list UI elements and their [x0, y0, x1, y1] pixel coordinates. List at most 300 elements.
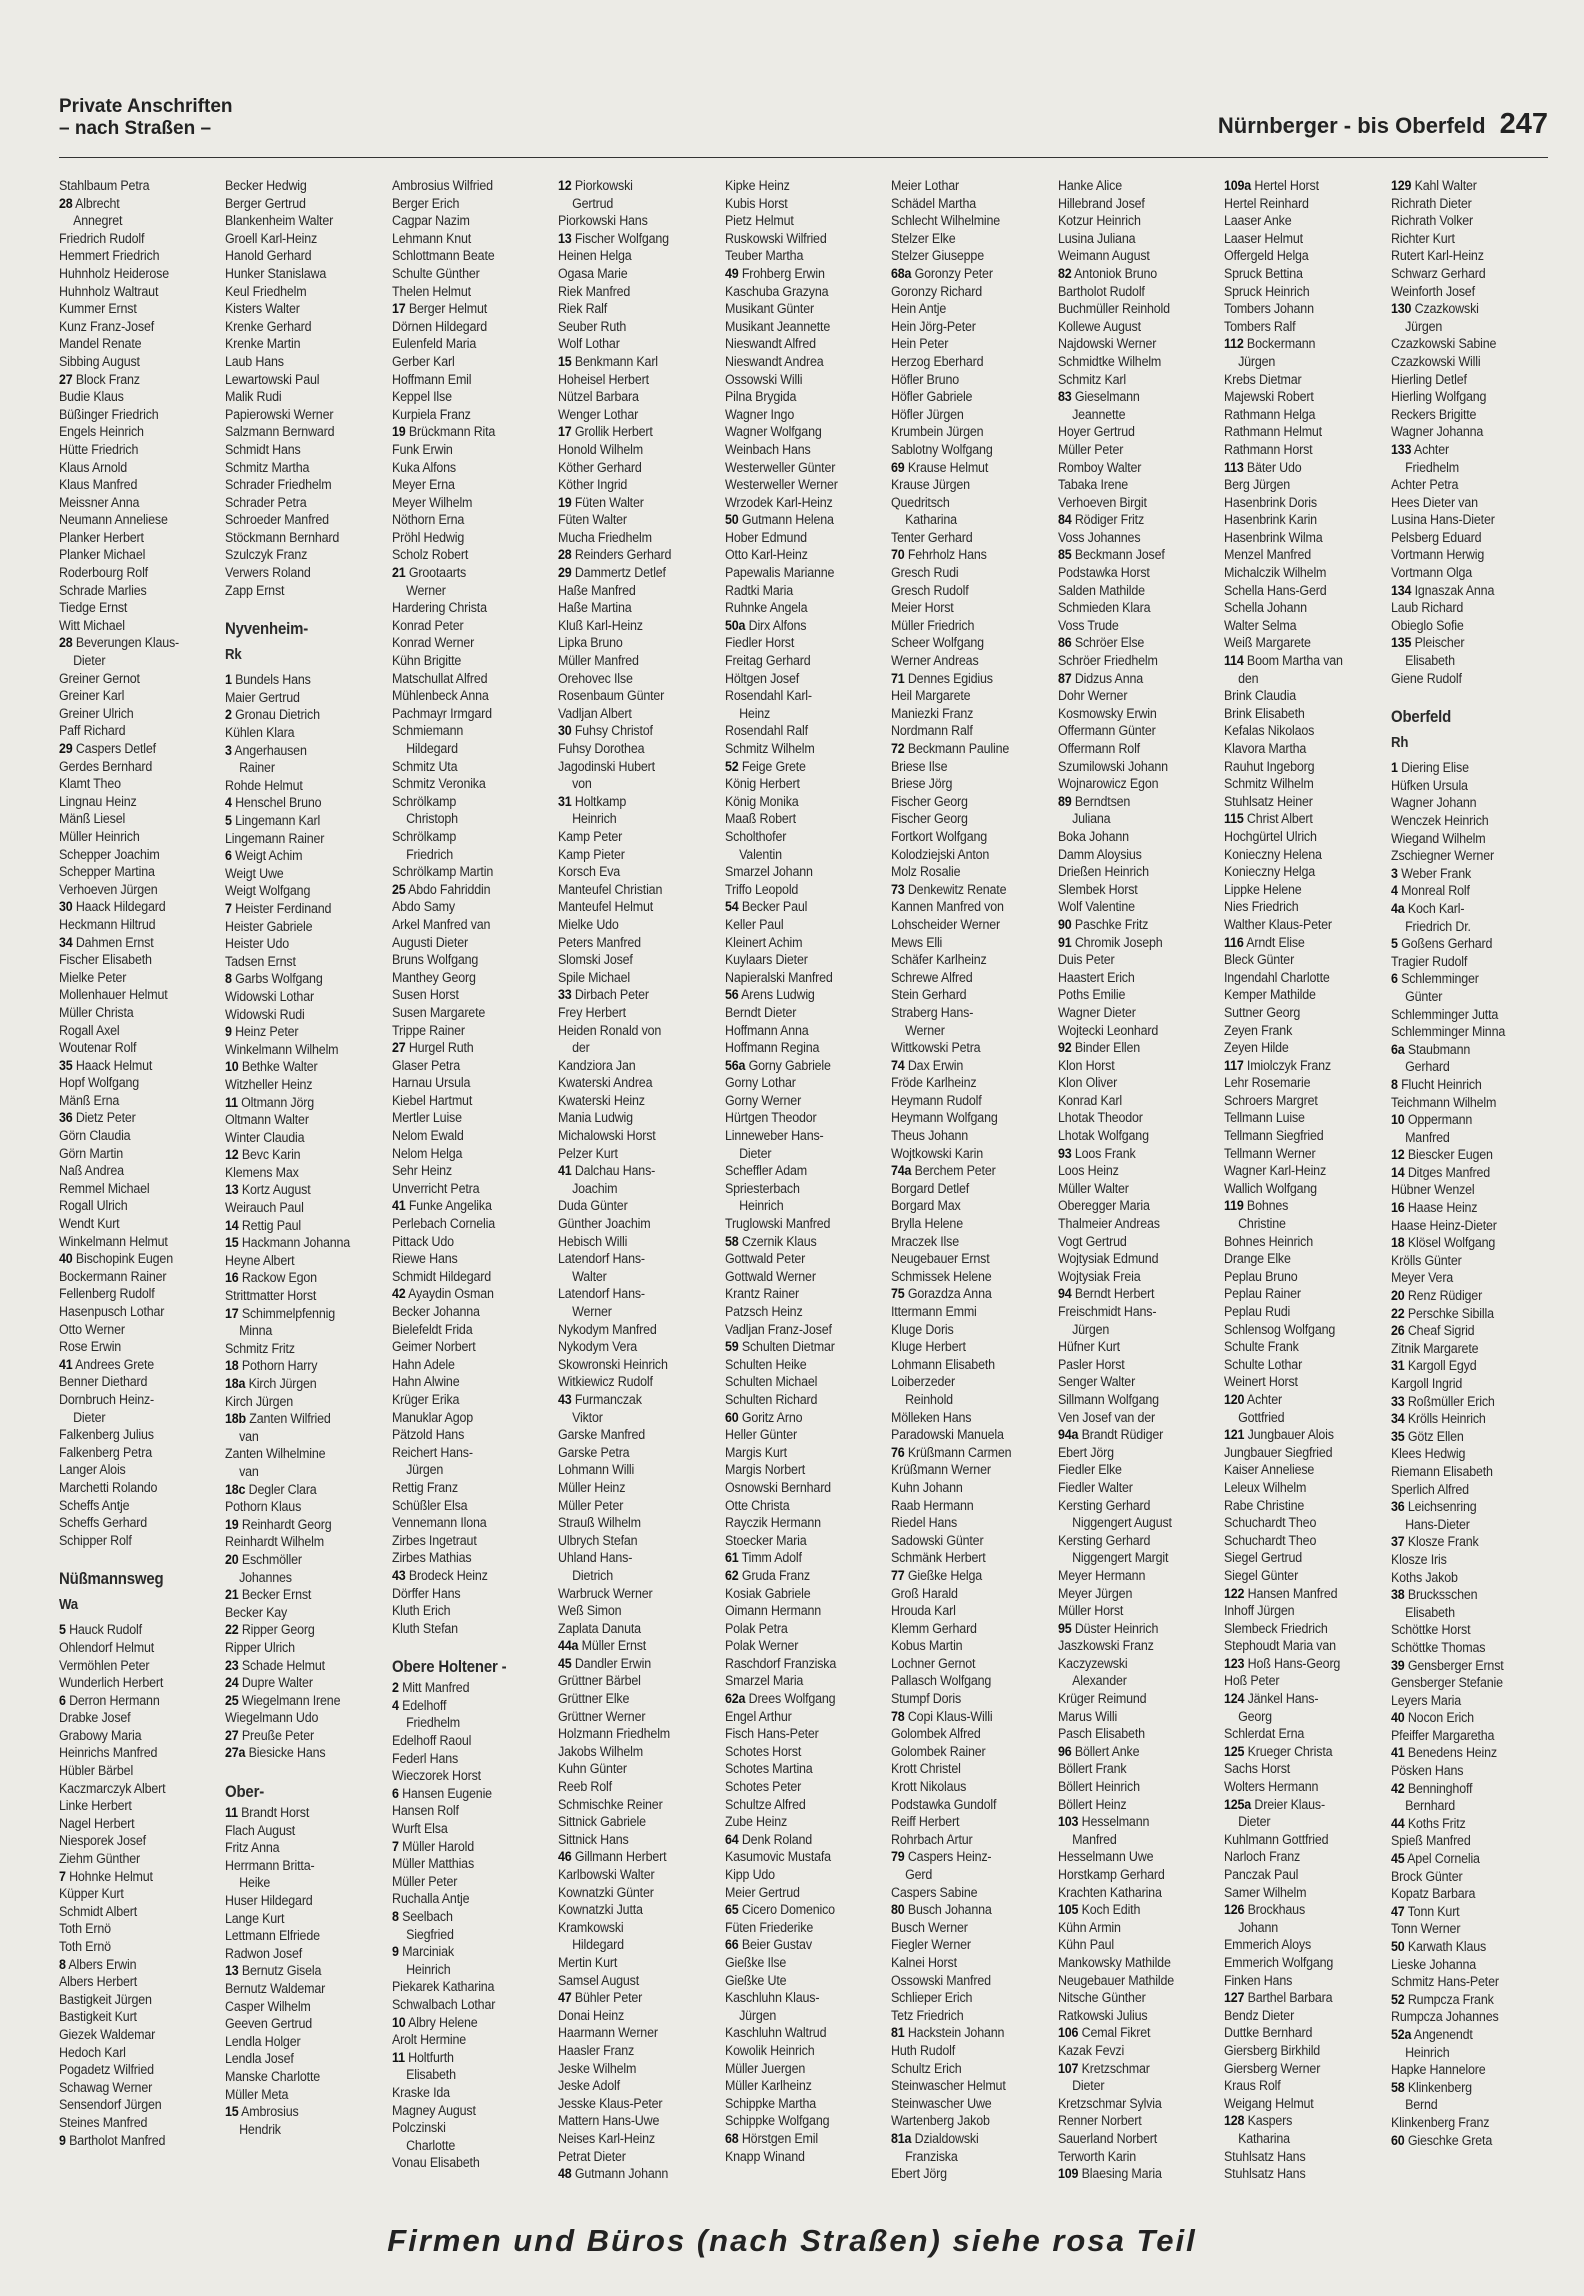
street-heading: Nyvenheim- — [225, 619, 309, 639]
resident-entry: Berg Jürgen — [1224, 477, 1291, 494]
resident-entry: Kownatzki Günter — [558, 1884, 655, 1901]
resident-entry: Vadljan Franz-Josef — [724, 1321, 832, 1338]
house-number: 31 — [558, 793, 572, 810]
resident-entry: Fisch Hans-Peter — [724, 1726, 819, 1743]
resident-entry: Flach August — [225, 1822, 296, 1839]
heading-line-2: – nach Straßen – — [59, 118, 212, 139]
resident-entry: Scheffs Gerhard — [59, 1515, 148, 1532]
house-number: 123 — [1224, 1655, 1245, 1672]
resident-entry: Schmitz Veronika — [391, 776, 486, 793]
resident-entry: 41 Benedens Heinz — [1390, 1745, 1497, 1762]
resident-entry: Kunz Franz-Josef — [59, 318, 155, 335]
resident-entry: Konieczny Helga — [1224, 864, 1316, 881]
house-number: 24 — [225, 1675, 239, 1692]
resident-entry: Straberg Hans- — [891, 1004, 974, 1021]
resident-entry: 56 Arens Ludwig — [724, 987, 815, 1004]
resident-entry: Tabaka Irene — [1057, 477, 1128, 494]
directory-columns — [59, 178, 1549, 2193]
entry-continuation: Heinrich — [738, 1198, 784, 1215]
resident-entry: Laaser Helmut — [1224, 230, 1304, 247]
resident-entry: Meyer Vera — [1390, 1270, 1453, 1287]
house-number: 11 — [225, 1805, 239, 1822]
resident-entry: Ulbrych Stefan — [558, 1532, 638, 1549]
resident-entry: 72 Beckmann Pauline — [891, 741, 1010, 757]
resident-entry: Schmitz Karl — [1057, 371, 1126, 388]
resident-entry: Toth Ernö — [59, 1939, 111, 1955]
resident-entry: Papewalis Marianne — [724, 565, 835, 582]
resident-entry: Heymann Rudolf — [891, 1092, 982, 1109]
resident-entry: Linneweber Hans- — [724, 1128, 824, 1145]
resident-entry: Schroeder Manfred — [225, 512, 330, 529]
house-number: 72 — [891, 741, 905, 757]
resident-entry: Schmitz Fritz — [225, 1340, 296, 1357]
house-number: 29 — [558, 565, 572, 582]
resident-entry: Lusina Hans-Dieter — [1390, 512, 1495, 529]
resident-entry: 41 Dalchau Hans- — [558, 1163, 656, 1180]
house-number: 9 — [391, 1944, 399, 1961]
resident-entry: Sadowski Günter — [891, 1532, 984, 1549]
house-number: 8 — [1390, 1076, 1398, 1093]
directory-column — [558, 178, 716, 2193]
resident-entry: Hüfken Ursula — [1390, 777, 1468, 794]
resident-entry: Sehr Heinz — [391, 1163, 452, 1180]
resident-entry: Kosiak Gabriele — [724, 1585, 811, 1602]
resident-entry: Müller Peter — [1057, 441, 1123, 458]
house-number: 41 — [391, 1198, 406, 1215]
house-number: 6 — [391, 1785, 399, 1802]
resident-entry: Scheffs Antje — [59, 1497, 130, 1514]
entry-continuation: Viktor — [572, 1409, 604, 1426]
resident-entry: Scheer Wolfgang — [891, 635, 985, 652]
resident-entry: Kraus Rolf — [1224, 2078, 1281, 2095]
house-number: 19 — [391, 424, 406, 441]
resident-entry: Inhoff Jürgen — [1224, 1603, 1295, 1620]
resident-entry: Ingendahl Charlotte — [1224, 969, 1330, 986]
house-number: 23 — [225, 1657, 239, 1674]
resident-entry: 121 Jungbauer Alois — [1224, 1427, 1334, 1444]
resident-entry: Görn Martin — [59, 1145, 123, 1162]
resident-entry: Kluß Karl-Heinz — [558, 617, 644, 634]
house-number: 18 — [225, 1358, 239, 1375]
resident-entry: Schmitz Wilhelm — [724, 741, 815, 757]
resident-entry: Kleinert Achim — [724, 934, 803, 951]
resident-entry: 29 Caspers Detlef — [59, 741, 156, 757]
house-number: 48 — [558, 2166, 572, 2183]
resident-entry: Klosze Iris — [1390, 1551, 1447, 1568]
resident-entry: 28 Beverungen Klaus- — [59, 635, 180, 652]
entry-continuation: Jürgen — [1071, 1321, 1109, 1338]
house-number: 50a — [724, 617, 746, 634]
resident-entry: 22 Ripper Georg — [225, 1622, 316, 1639]
house-number: 7 — [225, 900, 233, 917]
resident-entry: 5 Hauck Rudolf — [59, 1622, 142, 1639]
resident-entry: Zeyen Hilde — [1224, 1040, 1289, 1057]
house-number: 79 — [891, 1849, 905, 1866]
resident-entry: Koths Jakob — [1390, 1569, 1458, 1586]
resident-entry: 23 Schade Helmut — [225, 1657, 326, 1674]
resident-entry: Gresch Rudolf — [891, 582, 969, 599]
resident-entry: Müller Meta — [225, 2086, 289, 2103]
resident-entry: Schwalbach Lothar — [391, 1996, 496, 2013]
house-number: 56 — [724, 987, 739, 1004]
resident-entry: 12 Piorkowski — [558, 178, 634, 194]
resident-entry: Kluge Herbert — [891, 1339, 966, 1356]
resident-entry: Raab Hermann — [891, 1497, 974, 1514]
resident-entry: Ebert Jörg — [1057, 1444, 1114, 1461]
resident-entry: Najdowski Werner — [1057, 336, 1156, 353]
street-heading: Ober- — [225, 1782, 265, 1802]
resident-entry: 135 Pleischer — [1390, 635, 1464, 652]
house-number: 4 — [391, 1697, 399, 1714]
resident-entry: Donai Heinz — [558, 2007, 625, 2024]
resident-entry: Zirbes Mathias — [391, 1550, 472, 1567]
resident-entry: Niesporek Josef — [59, 1833, 146, 1850]
resident-entry: Stumpf Doris — [891, 1691, 962, 1708]
resident-entry: Mühlenbeck Anna — [391, 688, 489, 705]
resident-entry: Rayczik Hermann — [724, 1515, 821, 1532]
house-number: 83 — [1057, 389, 1072, 406]
house-number: 128 — [1224, 2113, 1245, 2130]
resident-entry: Witzheller Heinz — [225, 1076, 313, 1093]
resident-entry: Gottwald Peter — [724, 1251, 805, 1268]
resident-entry: Meyer Hermann — [1057, 1567, 1145, 1584]
house-number: 65 — [724, 1902, 739, 1919]
resident-entry: 81 Hackstein Johann — [891, 2025, 1005, 2042]
resident-entry: Malik Rudi — [225, 389, 282, 406]
page-range-heading — [1218, 108, 1548, 141]
house-number: 121 — [1224, 1427, 1245, 1444]
house-number: 17 — [225, 1305, 239, 1322]
resident-entry: Manthey Georg — [391, 969, 476, 986]
resident-entry: Schmitz Wilhelm — [1224, 776, 1314, 793]
entry-continuation: Heinrich — [572, 811, 617, 828]
house-number: 133 — [1390, 441, 1411, 458]
resident-entry: Nützel Barbara — [558, 389, 640, 406]
resident-entry: Wunderlich Herbert — [59, 1675, 164, 1692]
resident-entry: Verhoeven Birgit — [1057, 494, 1147, 511]
resident-entry: Schmitz Hans-Peter — [1390, 1974, 1499, 1991]
resident-entry: Schuchardt Theo — [1224, 1532, 1317, 1549]
house-number: 28 — [59, 635, 73, 652]
directory-column — [59, 178, 217, 2193]
resident-entry: 113 Bäter Udo — [1224, 459, 1302, 476]
resident-entry: Linke Herbert — [59, 1798, 132, 1815]
resident-entry: Frey Herbert — [558, 1004, 627, 1021]
resident-entry: Bastigkeit Jürgen — [59, 1991, 152, 2008]
resident-entry: Konieczny Helena — [1224, 846, 1322, 863]
house-number: 116 — [1224, 934, 1244, 951]
house-number: 27 — [59, 371, 73, 388]
house-number: 7 — [59, 1868, 66, 1885]
resident-entry: 8 Albers Erwin — [59, 1956, 137, 1973]
resident-entry: Bielefeldt Frida — [391, 1321, 473, 1338]
resident-entry: 116 Arndt Elise — [1224, 934, 1305, 951]
resident-entry: Briese Jörg — [891, 776, 953, 793]
resident-entry: Otte Christa — [724, 1497, 790, 1514]
resident-entry: 52 Feige Grete — [724, 758, 806, 775]
house-number: 54 — [724, 899, 739, 916]
resident-entry: Werner Andreas — [891, 653, 979, 670]
resident-entry: Schlemminger Jutta — [1390, 1006, 1498, 1023]
resident-entry: Wojnarowicz Egon — [1057, 776, 1159, 793]
resident-entry: Schulte Frank — [1224, 1339, 1299, 1356]
resident-entry: Mertin Kurt — [558, 1954, 618, 1971]
resident-entry: Peplau Bruno — [1224, 1268, 1298, 1285]
resident-entry: 109 Blaesing Maria — [1057, 2166, 1162, 2183]
resident-entry: Teichmann Wilhelm — [1390, 1094, 1496, 1111]
resident-entry: Horstkamp Gerhard — [1057, 1867, 1165, 1883]
resident-entry: Tragier Rudolf — [1390, 953, 1467, 970]
resident-entry: 87 Didzus Anna — [1057, 670, 1143, 687]
resident-entry: Roderbourg Rolf — [59, 565, 148, 582]
resident-entry: Polak Petra — [724, 1620, 788, 1637]
resident-entry: Höltgen Josef — [724, 670, 799, 687]
resident-entry: Engels Heinrich — [59, 424, 144, 441]
house-number: 26 — [1390, 1323, 1405, 1340]
resident-entry: Polczinski — [391, 2120, 446, 2137]
resident-entry: 49 Frohberg Erwin — [724, 265, 825, 282]
resident-entry: 69 Krause Helmut — [891, 459, 989, 476]
resident-entry: 13 Kortz August — [225, 1182, 311, 1199]
resident-entry: Stuhlsatz Heiner — [1224, 793, 1313, 810]
resident-entry: Kazak Fevzi — [1057, 2042, 1124, 2059]
resident-entry: Mraczek Ilse — [891, 1233, 960, 1250]
resident-entry: 30 Fuhsy Christof — [558, 723, 654, 740]
resident-entry: Höfler Jürgen — [891, 406, 964, 423]
resident-entry: 21 Grootaarts — [391, 565, 466, 582]
resident-entry: Müller Matthias — [391, 1856, 474, 1873]
entry-continuation: Dieter — [1071, 2078, 1104, 2095]
resident-entry: Schulten Richard — [724, 1391, 818, 1408]
resident-entry: 29 Dammertz Detlef — [558, 565, 667, 582]
resident-entry: 45 Apel Cornelia — [1390, 1851, 1480, 1868]
resident-entry: Wagner Karl-Heinz — [1224, 1163, 1327, 1180]
resident-entry: Krantz Rainer — [724, 1286, 799, 1303]
resident-entry: 115 Christ Albert — [1224, 811, 1313, 828]
resident-entry: Stein Gerhard — [891, 987, 967, 1004]
resident-entry: 47 Tonn Kurt — [1390, 1903, 1460, 1920]
entry-continuation: Jürgen — [738, 2007, 776, 2024]
resident-entry: 6a Staubmann — [1390, 1041, 1470, 1058]
resident-entry: Majewski Robert — [1224, 389, 1314, 406]
house-number: 6 — [225, 848, 233, 865]
resident-entry: Krott Nikolaus — [891, 1779, 967, 1796]
resident-entry: Weigang Helmut — [1224, 2095, 1314, 2112]
resident-entry: Witkiewicz Rudolf — [558, 1374, 654, 1391]
resident-entry: Hübner Wenzel — [1390, 1182, 1475, 1199]
resident-entry: 39 Gensberger Ernst — [1390, 1657, 1504, 1674]
directory-column — [225, 178, 383, 2193]
house-number: 56a — [724, 1057, 746, 1074]
house-number: 76 — [891, 1444, 905, 1461]
resident-entry: 33 Dirbach Peter — [558, 987, 650, 1004]
resident-entry: Meier Horst — [891, 600, 954, 617]
resident-entry: Hoß Peter — [1224, 1673, 1280, 1690]
entry-continuation: Jürgen — [1404, 318, 1442, 335]
resident-entry: Lhotak Theodor — [1057, 1110, 1143, 1127]
resident-entry: 109a Hertel Horst — [1224, 178, 1319, 194]
resident-entry: Vogt Gertrud — [1057, 1233, 1127, 1250]
resident-entry: Klees Hedwig — [1390, 1446, 1465, 1463]
resident-entry: Reckers Brigitte — [1390, 406, 1476, 423]
resident-entry: Slembeck Friedrich — [1224, 1620, 1328, 1637]
resident-entry: Herrmann Britta- — [225, 1857, 315, 1874]
footer-note: Firmen und Büros (nach Straßen) siehe rosa Teil — [387, 2223, 1197, 2258]
resident-entry: Winkelmann Wilhelm — [225, 1041, 339, 1058]
resident-entry: Kefalas Nikolaos — [1224, 723, 1315, 740]
house-number: 117 — [1224, 1057, 1244, 1074]
resident-entry: Sperlich Alfred — [1390, 1481, 1469, 1498]
resident-entry: Fischer Elisabeth — [59, 952, 152, 969]
resident-entry: Ohlendorf Helmut — [59, 1639, 155, 1656]
resident-entry: Kaschluhn Klaus- — [724, 1990, 820, 2007]
resident-entry: 25 Wiegelmann Irene — [225, 1692, 341, 1709]
entry-continuation: Dieter — [738, 1145, 772, 1162]
house-number: 69 — [891, 459, 905, 476]
resident-entry: Wojtysiak Edmund — [1057, 1251, 1159, 1268]
resident-entry: Sittnick Hans — [558, 1831, 629, 1848]
entry-continuation: Jeannette — [1071, 406, 1126, 423]
entry-continuation: Jürgen — [405, 1462, 444, 1479]
entry-continuation: Katharina — [1238, 2130, 1291, 2147]
house-number: 78 — [891, 1708, 905, 1725]
entry-continuation: Siegfried — [405, 1926, 454, 1943]
resident-entry: 75 Gorazdza Anna — [891, 1286, 992, 1303]
house-number: 33 — [1390, 1393, 1405, 1410]
resident-entry: Hütte Friedrich — [59, 441, 139, 458]
house-number: 12 — [558, 178, 572, 194]
resident-entry: Rosendahl Karl- — [724, 688, 812, 705]
directory-column — [891, 178, 1049, 2193]
resident-entry: Hochgürtel Ulrich — [1224, 828, 1317, 845]
house-number: 38 — [1390, 1587, 1405, 1604]
resident-entry: Wartenberg Jakob — [891, 2113, 990, 2130]
entry-continuation: Dietrich — [572, 1567, 614, 1584]
resident-entry: 27a Biesicke Hans — [225, 1745, 326, 1762]
resident-entry: Gresch Rudi — [891, 565, 959, 582]
house-number: 20 — [225, 1551, 239, 1568]
resident-entry: Meyer Jürgen — [1057, 1585, 1132, 1602]
resident-entry: Garske Petra — [558, 1444, 630, 1461]
resident-entry: Krüger Reimund — [1057, 1691, 1147, 1708]
resident-entry: 18c Degler Clara — [225, 1481, 318, 1498]
entry-continuation: Charlotte — [405, 2137, 456, 2154]
resident-entry: 83 Gieselmann — [1057, 389, 1140, 406]
resident-entry: Bernutz Waldemar — [225, 1981, 326, 1997]
resident-entry: Füten Friederike — [724, 1919, 813, 1936]
resident-entry: Lingemann Rainer — [225, 830, 325, 847]
resident-entry: Eulenfeld Maria — [391, 336, 476, 353]
resident-entry: Obieglo Sofie — [1390, 617, 1464, 634]
entry-continuation: Dieter — [73, 653, 106, 670]
resident-entry: Kipp Udo — [724, 1867, 775, 1883]
resident-entry: Nagel Herbert — [59, 1815, 135, 1832]
resident-entry: Hees Dieter van — [1390, 494, 1478, 511]
directory-column — [1224, 178, 1382, 2193]
house-number: 9 — [59, 2132, 66, 2149]
entry-continuation: Valentin — [738, 846, 782, 863]
house-number: 3 — [1390, 865, 1398, 882]
resident-entry: 4 Henschel Bruno — [225, 795, 322, 812]
resident-entry: Krause Jürgen — [891, 477, 971, 494]
resident-entry: Kramkowski — [558, 1919, 624, 1936]
house-number: 119 — [1224, 1198, 1244, 1215]
resident-entry: Caspers Sabine — [891, 1884, 978, 1901]
resident-entry: Scholz Robert — [391, 547, 469, 564]
resident-entry: Tonn Werner — [1390, 1921, 1460, 1938]
entry-continuation: Hans-Dieter — [1404, 1516, 1470, 1533]
resident-entry: Ripper Ulrich — [225, 1639, 296, 1656]
house-number: 28 — [59, 195, 73, 212]
resident-entry: Giezek Waldemar — [59, 2026, 156, 2043]
district-code: Rk — [225, 646, 242, 664]
resident-entry: Schrölkamp Martin — [391, 864, 493, 881]
resident-entry: Lendla Holger — [225, 2033, 301, 2050]
resident-entry: Krebs Dietmar — [1224, 371, 1302, 388]
resident-entry: Kaiser Anneliese — [1224, 1462, 1315, 1479]
resident-entry: Krüßmann Werner — [891, 1462, 992, 1479]
resident-entry: 20 Eschmöller — [225, 1551, 303, 1568]
resident-entry: Nordmann Ralf — [891, 723, 973, 740]
resident-entry: 50 Karwath Klaus — [1390, 1939, 1486, 1955]
resident-entry: 28 Reinders Gerhard — [558, 547, 672, 564]
district-code: Rh — [1390, 734, 1408, 752]
resident-entry: Höfler Gabriele — [891, 389, 973, 406]
resident-entry: 120 Achter — [1224, 1391, 1283, 1408]
resident-entry: Bendz Dieter — [1224, 2007, 1295, 2024]
resident-entry: Rose Erwin — [59, 1339, 122, 1356]
resident-entry: Lieske Johanna — [1390, 1956, 1476, 1973]
resident-entry: Schrade Marlies — [59, 582, 147, 599]
resident-entry: Müller Heinrich — [59, 828, 140, 845]
resident-entry: 28 Albrecht — [59, 195, 120, 212]
resident-entry: Augusti Dieter — [391, 934, 468, 951]
resident-entry: Fritz Anna — [225, 1840, 280, 1857]
house-number: 20 — [1390, 1288, 1405, 1305]
resident-entry: Planker Herbert — [59, 529, 144, 546]
resident-entry: Walther Klaus-Peter — [1224, 916, 1333, 933]
house-number: 19 — [225, 1516, 239, 1533]
resident-entry: Kargoll Ingrid — [1390, 1376, 1462, 1392]
resident-entry: Sittnick Gabriele — [558, 1814, 647, 1831]
resident-entry: Strauß Wilhelm — [558, 1515, 642, 1532]
resident-entry: Vadljan Albert — [558, 705, 632, 722]
resident-entry: 19 Füten Walter — [558, 494, 645, 511]
resident-entry: Petrat Dieter — [558, 2148, 627, 2165]
resident-entry: Ven Josef van der — [1057, 1409, 1155, 1426]
entry-continuation: Bernd — [1404, 2097, 1438, 2114]
resident-entry: Wrzodek Karl-Heinz — [724, 494, 833, 511]
resident-entry: Czazkowski Willi — [1390, 353, 1480, 370]
resident-entry: Brink Elisabeth — [1224, 705, 1305, 722]
resident-entry: 64 Denk Roland — [724, 1831, 812, 1848]
resident-entry: Gorny Werner — [724, 1092, 801, 1109]
resident-entry: Tellmann Werner — [1224, 1145, 1316, 1162]
resident-entry: Toth Ernö — [59, 1921, 111, 1938]
resident-entry: Kiebel Hartmut — [391, 1092, 472, 1109]
resident-entry: 10 Bethke Walter — [225, 1059, 318, 1076]
resident-entry: Oberegger Maria — [1057, 1198, 1150, 1215]
resident-entry: Hübler Bärbel — [59, 1763, 134, 1780]
resident-entry: Schuchardt Theo — [1224, 1515, 1317, 1532]
resident-entry: Kluth Stefan — [391, 1620, 458, 1637]
resident-entry: Hoheisel Herbert — [558, 371, 650, 388]
resident-entry: Krachten Katharina — [1057, 1884, 1162, 1901]
resident-entry: 92 Binder Ellen — [1057, 1040, 1140, 1057]
resident-entry: Fiedler Walter — [1057, 1479, 1133, 1496]
house-number: 2 — [225, 707, 233, 724]
resident-entry: Manteufel Christian — [558, 881, 663, 898]
